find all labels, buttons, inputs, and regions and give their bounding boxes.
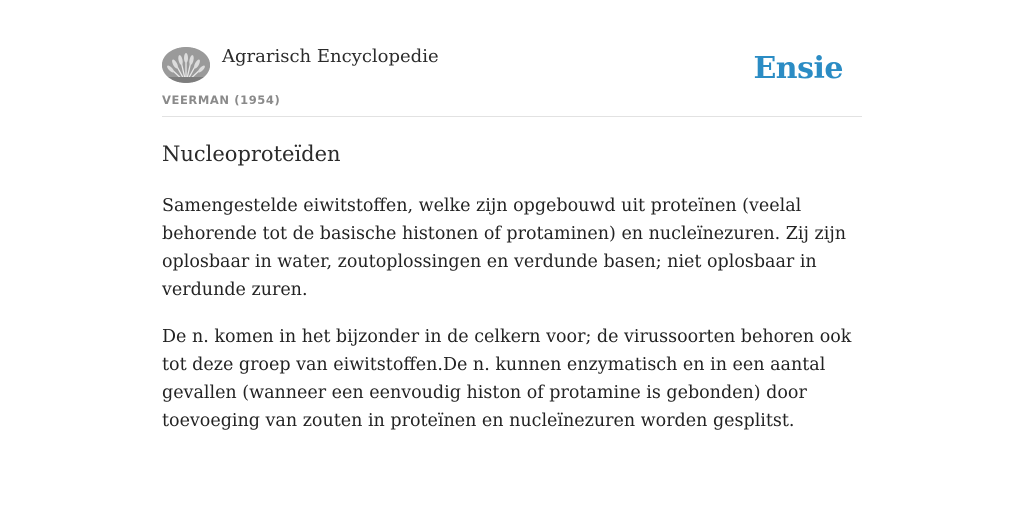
- article-paragraph: De n. komen in het bijzonder in de celkern voor; de virussoorten behoren ook tot deze groep van eiwitstoffen.De n. kunnen enzymatisch en in een aantal gevallen (wanneer een eenvoudig histon of protamine is gebonden) door toevoeging van zouten in proteïnen en nucleïnezuren worden gesplitst.: [162, 327, 852, 431]
- book-header: [162, 45, 862, 117]
- article-paragraph: Samengestelde eiwitstoffen, welke zijn opgebouwd uit proteïnen (veelal behorende tot de basische histonen of protaminen) en nucleïnezuren. Zij zijn oplosbaar in water, zoutoplossingen en verdunde basen; niet oplosbaar in verdunde zuren.: [162, 196, 847, 300]
- book-author: VEERMAN (1954): [162, 93, 281, 107]
- article: [162, 139, 862, 435]
- wheat-icon[interactable]: [162, 47, 210, 83]
- book-title[interactable]: Agrarisch Encyclopedie: [222, 46, 439, 67]
- ensie-logo[interactable]: Ensie: [753, 51, 843, 86]
- page-title: Nucleoproteïden: [162, 142, 341, 166]
